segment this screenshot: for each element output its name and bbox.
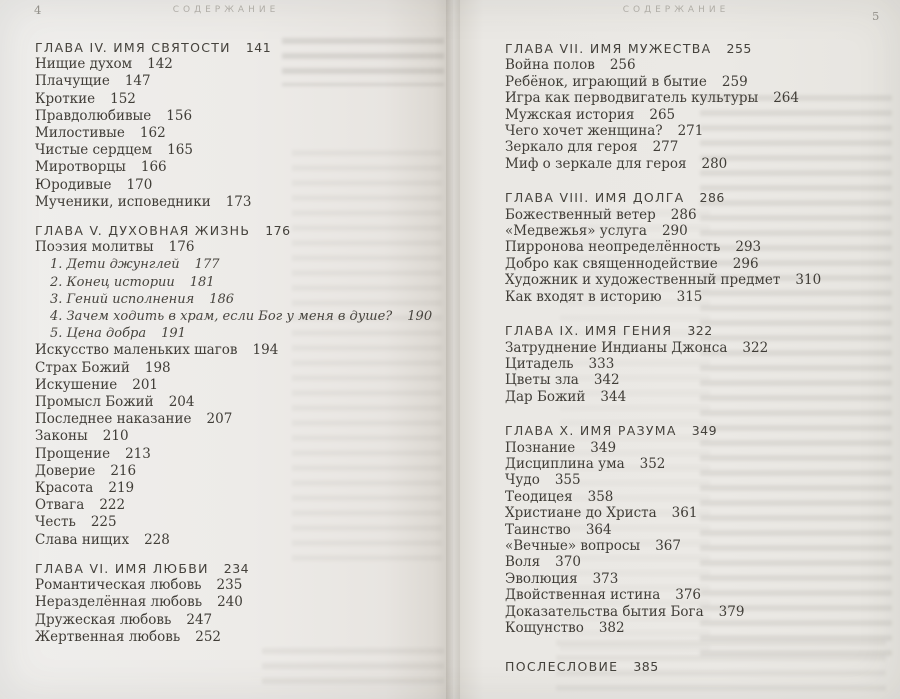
chapter-page-number: 322 bbox=[687, 323, 713, 339]
toc-entry bbox=[35, 446, 447, 463]
entry-page-number: 271 bbox=[677, 123, 704, 140]
entry-title: Ребёнок, играющий в бытие bbox=[505, 73, 707, 90]
entry-title: Романтическая любовь bbox=[35, 577, 202, 594]
toc-chapter-heading bbox=[35, 39, 447, 56]
toc-entry bbox=[35, 377, 447, 394]
entry-title: Затруднение Индианы Джонса bbox=[505, 339, 728, 356]
entry-title: Дисциплина ума bbox=[505, 455, 625, 472]
toc-entry bbox=[35, 159, 447, 176]
entry-page-number: 194 bbox=[252, 342, 279, 359]
entry-page-number: 198 bbox=[144, 359, 171, 376]
entry-title: Жертвенная любовь bbox=[35, 628, 181, 645]
toc-entry bbox=[505, 372, 897, 388]
entry-page-number: 382 bbox=[598, 620, 625, 636]
toc-section bbox=[35, 560, 447, 646]
entry-page-number: 352 bbox=[639, 455, 666, 472]
toc-entry bbox=[505, 139, 897, 155]
toc-entry bbox=[505, 123, 897, 139]
entry-title: Доверие bbox=[35, 462, 96, 479]
entry-title: Правдолюбивые bbox=[35, 107, 152, 124]
page-number-right: 5 bbox=[872, 9, 880, 23]
toc-entry bbox=[35, 480, 447, 497]
chapter-title: ГЛАВА VIII. ИМЯ ДОЛГА bbox=[505, 190, 685, 206]
toc-entry bbox=[35, 256, 447, 273]
entry-page-number: 173 bbox=[225, 193, 252, 210]
toc-entry bbox=[505, 620, 897, 636]
entry-title: Нищие духом bbox=[35, 56, 133, 73]
entry-page-number: 367 bbox=[655, 537, 681, 554]
entry-title: Юродивые bbox=[35, 176, 112, 193]
entry-title: «Вечные» вопросы bbox=[505, 537, 641, 554]
toc-entry bbox=[35, 360, 447, 377]
toc-entry bbox=[35, 125, 447, 142]
entry-page-number: 165 bbox=[167, 142, 193, 159]
toc-chapter-heading bbox=[505, 41, 897, 57]
entry-title: Законы bbox=[35, 428, 88, 445]
toc-entry bbox=[35, 428, 447, 445]
entry-title: Художник и художественный предмет bbox=[505, 272, 781, 289]
entry-title: Война полов bbox=[505, 57, 595, 74]
entry-title: Миф о зеркале для героя bbox=[505, 155, 687, 172]
running-head-left: СОДЕРЖАНИЕ bbox=[172, 5, 280, 15]
toc-entry bbox=[35, 342, 447, 359]
entry-title: Божественный ветер bbox=[505, 206, 656, 223]
chapter-title: ГЛАВА IV. ИМЯ СВЯТОСТИ bbox=[35, 40, 231, 55]
toc-entry bbox=[35, 142, 447, 159]
entry-title: Слава нищих bbox=[35, 531, 130, 548]
chapter-page-number: 234 bbox=[223, 560, 250, 576]
entry-page-number: 349 bbox=[590, 439, 617, 456]
toc-entry bbox=[505, 604, 897, 620]
entry-title: Кощунство bbox=[505, 620, 584, 636]
entry-page-number: 344 bbox=[600, 388, 627, 405]
entry-page-number: 264 bbox=[773, 90, 799, 107]
toc-entry bbox=[505, 340, 897, 356]
toc-entry bbox=[35, 308, 447, 325]
entry-title: 3. Гений исполнения bbox=[50, 291, 195, 307]
toc-entry bbox=[35, 629, 447, 646]
toc-entry bbox=[505, 554, 897, 570]
toc-entry bbox=[505, 489, 897, 505]
toc-section bbox=[505, 41, 897, 172]
toc-section bbox=[505, 659, 897, 675]
entry-title: Воля bbox=[505, 554, 541, 571]
toc-entry bbox=[35, 194, 447, 211]
toc-entry bbox=[35, 577, 447, 594]
toc-entry bbox=[505, 356, 897, 372]
entry-title: Искусство маленьких шагов bbox=[35, 342, 238, 359]
entry-page-number: 259 bbox=[721, 73, 748, 90]
toc-entry bbox=[35, 56, 447, 73]
entry-title: Чудо bbox=[505, 472, 540, 489]
chapter-title: ГЛАВА VI. ИМЯ ЛЮБВИ bbox=[35, 560, 209, 576]
chapter-title: ГЛАВА X. ИМЯ РАЗУМА bbox=[505, 423, 677, 439]
toc-section bbox=[505, 423, 897, 636]
entry-page-number: 240 bbox=[217, 594, 243, 611]
entry-title: Зеркало для героя bbox=[505, 139, 638, 156]
entry-title: Миротворцы bbox=[35, 159, 126, 176]
toc-chapter-heading bbox=[35, 222, 447, 239]
entry-title: Честь bbox=[35, 514, 76, 531]
chapter-page-number: 286 bbox=[699, 190, 725, 206]
entry-page-number: 364 bbox=[585, 521, 612, 538]
toc-right-column bbox=[505, 41, 897, 676]
entry-page-number: 315 bbox=[676, 288, 703, 305]
chapter-page-number: 255 bbox=[726, 41, 752, 56]
entry-page-number: 176 bbox=[168, 239, 195, 256]
entry-title: Красота bbox=[35, 480, 94, 497]
toc-chapter-heading bbox=[505, 423, 897, 439]
toc-entry bbox=[505, 440, 897, 456]
entry-title: Поэзия молитвы bbox=[35, 239, 154, 256]
entry-title: Плачущие bbox=[35, 73, 110, 90]
entry-page-number: 361 bbox=[671, 505, 698, 522]
toc-entry bbox=[35, 532, 447, 549]
entry-title: Как входят в историю bbox=[505, 288, 662, 305]
chapter-page-number: 141 bbox=[245, 40, 272, 55]
entry-page-number: 247 bbox=[186, 611, 213, 628]
entry-title: Добро как священнодействие bbox=[505, 255, 718, 272]
entry-page-number: 379 bbox=[718, 603, 745, 620]
toc-section bbox=[35, 222, 447, 549]
chapter-title: ГЛАВА IX. ИМЯ ГЕНИЯ bbox=[505, 323, 673, 339]
toc-entry bbox=[505, 571, 897, 587]
toc-entry bbox=[35, 394, 447, 411]
entry-title: Дар Божий bbox=[505, 388, 586, 405]
entry-page-number: 373 bbox=[592, 570, 619, 587]
entry-page-number: 222 bbox=[99, 497, 126, 514]
entry-title: Страх Божий bbox=[35, 359, 130, 376]
toc-entry bbox=[35, 239, 447, 256]
entry-page-number: 166 bbox=[140, 159, 167, 176]
entry-title: Игра как перводвигатель культуры bbox=[505, 90, 759, 107]
toc-chapter-heading bbox=[35, 560, 447, 577]
chapter-page-number: 176 bbox=[265, 223, 291, 239]
entry-title: Чистые сердцем bbox=[35, 142, 153, 159]
chapter-title: ГЛАВА VII. ИМЯ МУЖЕСТВА bbox=[505, 41, 712, 56]
bleed-through-text bbox=[262, 648, 444, 692]
entry-title: Неразделённая любовь bbox=[35, 594, 203, 611]
toc-entry bbox=[35, 274, 447, 291]
entry-title: Теодицея bbox=[505, 488, 573, 505]
toc-entry bbox=[35, 497, 447, 514]
entry-title: Таинство bbox=[505, 521, 571, 538]
toc-entry bbox=[35, 411, 447, 428]
chapter-page-number: 385 bbox=[633, 659, 659, 675]
entry-page-number: 265 bbox=[649, 106, 676, 123]
toc-section bbox=[505, 190, 897, 305]
entry-title: «Медвежья» услуга bbox=[505, 223, 647, 240]
entry-page-number: 225 bbox=[90, 514, 117, 531]
entry-title: Эволюция bbox=[505, 570, 578, 587]
entry-title: Чего хочет женщина? bbox=[505, 123, 663, 140]
toc-entry bbox=[505, 538, 897, 554]
toc-entry bbox=[505, 587, 897, 603]
entry-title: Пирронова неопределённость bbox=[505, 239, 721, 256]
toc-entry bbox=[505, 107, 897, 123]
entry-page-number: 219 bbox=[108, 480, 135, 497]
entry-page-number: 170 bbox=[126, 176, 153, 193]
toc-entry bbox=[35, 291, 447, 308]
entry-page-number: 322 bbox=[742, 339, 769, 356]
entry-page-number: 293 bbox=[735, 239, 762, 256]
toc-entry bbox=[35, 612, 447, 629]
toc-section bbox=[35, 39, 447, 211]
toc-entry bbox=[505, 522, 897, 538]
toc-entry bbox=[505, 256, 897, 272]
toc-entry bbox=[505, 57, 897, 73]
entry-page-number: 235 bbox=[216, 577, 243, 594]
chapter-title: ГЛАВА V. ДУХОВНАЯ ЖИЗНЬ bbox=[35, 223, 251, 239]
entry-page-number: 358 bbox=[587, 488, 614, 505]
entry-page-number: 252 bbox=[195, 628, 222, 645]
entry-page-number: 177 bbox=[194, 257, 220, 273]
entry-title: Цитадель bbox=[505, 355, 574, 372]
entry-page-number: 280 bbox=[701, 155, 728, 172]
entry-title: Отвага bbox=[35, 497, 85, 514]
entry-page-number: 204 bbox=[168, 394, 195, 411]
toc-entry bbox=[35, 514, 447, 531]
entry-page-number: 213 bbox=[125, 445, 151, 462]
entry-page-number: 152 bbox=[110, 90, 136, 107]
entry-title: Дружеская любовь bbox=[35, 611, 172, 628]
toc-section bbox=[505, 323, 897, 405]
entry-page-number: 191 bbox=[161, 326, 186, 342]
toc-left-column bbox=[35, 39, 447, 646]
running-head-right: СОДЕРЖАНИЕ bbox=[622, 5, 730, 15]
entry-page-number: 156 bbox=[166, 107, 193, 124]
entry-title: Милостивые bbox=[35, 125, 125, 142]
toc-entry bbox=[35, 594, 447, 611]
entry-page-number: 342 bbox=[593, 372, 620, 389]
toc-chapter-heading bbox=[505, 323, 897, 339]
page-number-left: 4 bbox=[34, 3, 42, 17]
toc-chapter-heading bbox=[505, 190, 897, 206]
entry-page-number: 355 bbox=[554, 472, 581, 489]
toc-entry bbox=[505, 74, 897, 90]
toc-entry bbox=[505, 223, 897, 239]
entry-title: Прощение bbox=[35, 445, 111, 462]
toc-entry bbox=[505, 272, 897, 288]
toc-entry bbox=[505, 456, 897, 472]
entry-page-number: 190 bbox=[407, 309, 433, 325]
entry-title: Последнее наказание bbox=[35, 411, 192, 428]
entry-title: Доказательства бытия Бога bbox=[505, 603, 704, 620]
entry-page-number: 147 bbox=[124, 73, 151, 90]
entry-page-number: 142 bbox=[147, 56, 173, 73]
toc-chapter-heading bbox=[505, 659, 897, 675]
chapter-title: ПОСЛЕСЛОВИЕ bbox=[505, 659, 619, 675]
entry-page-number: 186 bbox=[209, 291, 235, 307]
toc-entry bbox=[505, 289, 897, 305]
toc-entry bbox=[505, 90, 897, 106]
entry-page-number: 370 bbox=[555, 554, 581, 571]
toc-entry bbox=[505, 239, 897, 255]
entry-page-number: 376 bbox=[675, 587, 702, 604]
entry-title: Двойственная истина bbox=[505, 587, 661, 604]
entry-title: 5. Цена добра bbox=[50, 326, 147, 342]
toc-entry bbox=[505, 389, 897, 405]
entry-page-number: 216 bbox=[110, 462, 137, 479]
toc-entry bbox=[35, 177, 447, 194]
entry-title: Познание bbox=[505, 439, 576, 456]
entry-page-number: 210 bbox=[102, 428, 129, 445]
entry-title: 1. Дети джунглей bbox=[50, 257, 180, 273]
chapter-page-number: 349 bbox=[691, 423, 718, 439]
toc-entry bbox=[35, 108, 447, 125]
toc-entry bbox=[35, 91, 447, 108]
entry-title: 4. Зачем ходить в храм, если Бог у меня в душе? bbox=[50, 309, 393, 325]
entry-page-number: 296 bbox=[732, 255, 759, 272]
toc-entry bbox=[505, 207, 897, 223]
entry-page-number: 207 bbox=[206, 411, 233, 428]
entry-title: Кроткие bbox=[35, 90, 96, 107]
entry-title: Цветы зла bbox=[505, 372, 579, 389]
entry-page-number: 277 bbox=[652, 139, 679, 156]
entry-title: Мужская история bbox=[505, 106, 635, 123]
entry-title: Мученики, исповедники bbox=[35, 193, 211, 210]
toc-entry bbox=[35, 73, 447, 90]
entry-title: Христиане до Христа bbox=[505, 505, 657, 522]
entry-page-number: 201 bbox=[132, 376, 159, 393]
entry-page-number: 310 bbox=[795, 272, 822, 289]
entry-page-number: 286 bbox=[670, 206, 697, 223]
entry-page-number: 333 bbox=[588, 355, 615, 372]
toc-entry bbox=[505, 156, 897, 172]
entry-page-number: 228 bbox=[144, 531, 170, 548]
toc-entry bbox=[35, 325, 447, 342]
entry-title: Искушение bbox=[35, 376, 118, 393]
toc-entry bbox=[505, 505, 897, 521]
entry-title: 2. Конец истории bbox=[50, 274, 175, 290]
entry-title: Промысл Божий bbox=[35, 394, 154, 411]
entry-page-number: 256 bbox=[609, 57, 636, 74]
entry-page-number: 290 bbox=[661, 223, 688, 240]
entry-page-number: 181 bbox=[189, 274, 215, 290]
toc-entry bbox=[35, 463, 447, 480]
toc-entry bbox=[505, 472, 897, 488]
entry-page-number: 162 bbox=[139, 125, 166, 142]
